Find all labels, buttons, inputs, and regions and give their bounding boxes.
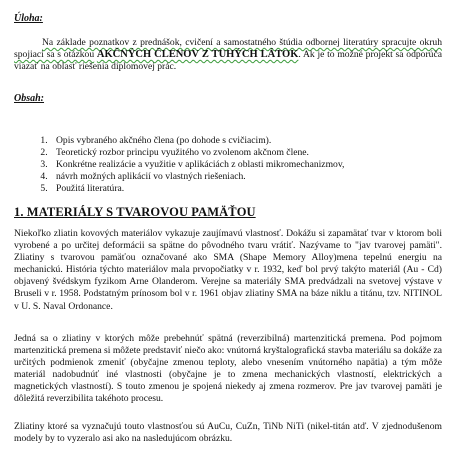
- paragraph: Zliatiny ktoré sa vyznačujú touto vlastnosťou sú AuCu, CuZn, TiNb NiTi (nikel-titán atď. V zjednodušenom modely by to vyzeralo asi ako na nasledujúcom obrázku.: [14, 421, 442, 445]
- content-list: [28, 135, 460, 195]
- content-label: Obsah:: [14, 93, 45, 104]
- list-item: 2. Teoretický rozbor principu využitého vo zvolenom akčnom člene.: [50, 147, 460, 159]
- task-label: Úloha:: [14, 13, 43, 24]
- section-heading: 1. MATERIÁLY S TVAROVOU PAMÄŤOU: [14, 205, 256, 219]
- paragraph: Jedná sa o zliatiny v ktorých môže prebehnúť spätná (reverzibilná) martenzitická premena. Pod pojmom martenzitická premena si môžete predstaviť niečo ako: vnútorná kryštalografická stavba materiálu sa dokáže za určitých podmienok zmeniť (obyčajne zmenou teploty, alebo vnesením vnútorného napätia) a tým môže materiál nadobudnúť iné vlastnosti (obyčajne je to zmena mechanických vlastností, elektrických a magnetických vlastností). S touto zmenou je spojená niekedy aj zmena rozmerov. Pre jav tvarovej pamäti je dôležitá reverzibilita takéhoto procesu.: [14, 333, 442, 405]
- list-item: 5. Použitá literatúra.: [50, 183, 460, 195]
- list-item: 3. Konkrétne realizácie a využitie v aplikáciách z oblasti mikromechanizmov,: [50, 159, 460, 171]
- task-highlight: AKČNÝCH ČLENOV Z TUHÝCH LÁTOK: [96, 49, 299, 61]
- task-text-after: . Ak je to možné projekt sa odporúča viazať na oblasť riešenia diplomovej prác.: [14, 49, 442, 73]
- list-item: 4. návrh možných aplikácií vo vlastných riešeniach.: [50, 171, 460, 183]
- task-paragraph: [14, 37, 442, 73]
- list-item: 1. Opis vybraného akčného člena (po dohode s cvičiacim).: [50, 135, 460, 147]
- paragraph: Niekoľko zliatin kovových materiálov vykazuje zaujímavú vlastnosť. Dokážu si zapamätať tvar v ktorom boli vyrobené a po určitej deformácii sa spätne do pôvodného tvaru vrátiť. Nazývame to "jav tvarovej pamäti". Zliatiny s tvarovou pamäťou označované ako SMA (Shape Memory Alloy)mena tepelnú energiu na mechanickú. História týchto materiálov mala prvopočiatky v r. 1932, keď bol prvý takýto materiál (Au - Cd) objavený švédskym fyzikom Arne Olanderom. Verejne sa materiály SMA predvádzali na svetovej výstave v Bruseli v r. 1958. Podstatným prínosom bol v r. 1961 objav zliatiny SMA na báze niklu a titánu, tzv. NITINOL v U. S. Naval Ordonance.: [14, 228, 442, 312]
- task-text-before: Na základe poznatkov z prednášok, cvičení a samostatného štúdia odbornej literatúry spracujte okruh spojiaci sa s otázkou: [14, 37, 442, 61]
